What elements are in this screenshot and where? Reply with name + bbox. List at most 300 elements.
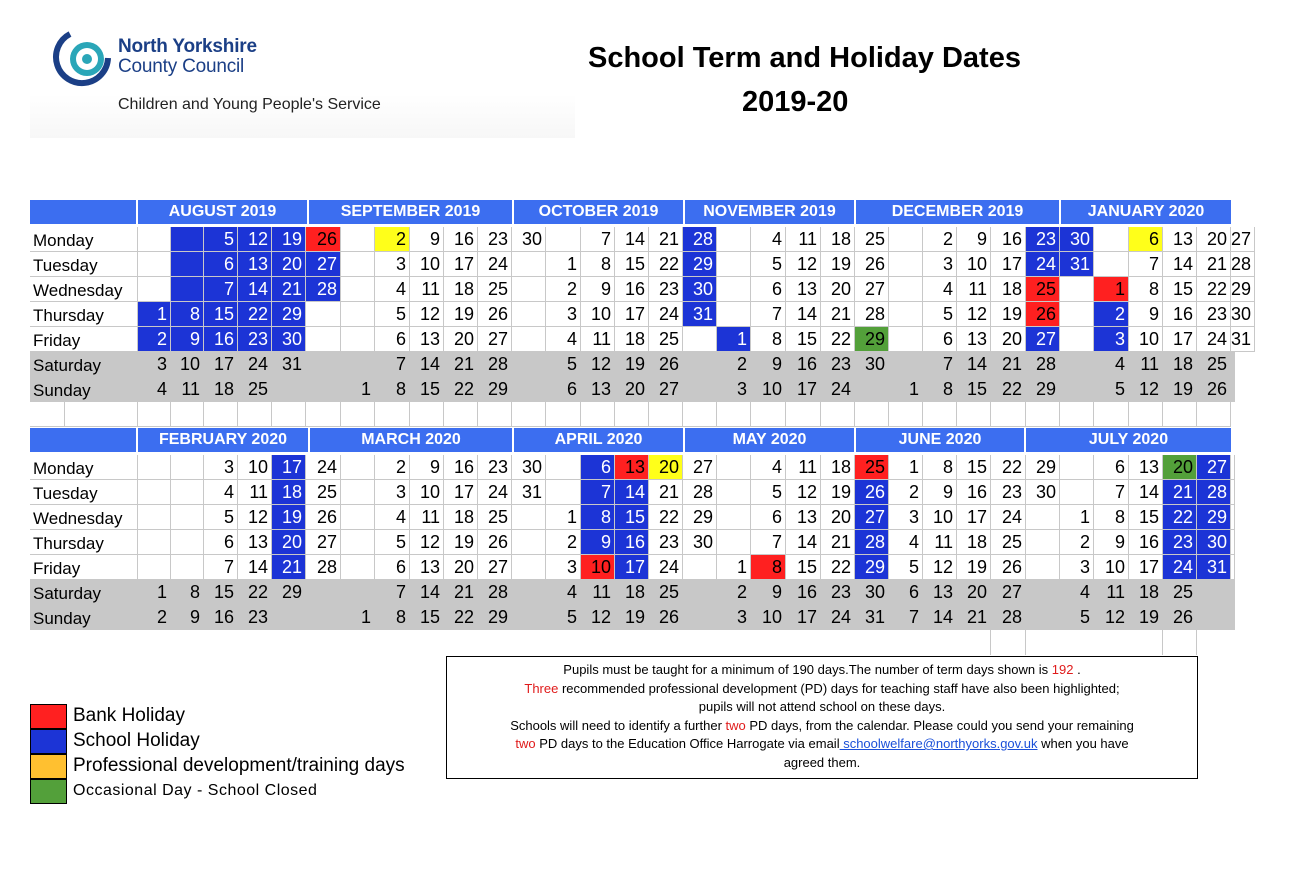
date-cell: 20 — [649, 455, 683, 480]
date-cell: 25 — [649, 580, 683, 605]
date-cell: 29 — [683, 505, 717, 530]
date-cell: 3 — [1060, 555, 1094, 580]
date-cell: 14 — [410, 580, 444, 605]
date-cell: 27 — [1197, 455, 1231, 480]
date-cell: 25 — [238, 377, 272, 402]
date-cell: 23 — [1197, 302, 1231, 327]
date-cell — [306, 352, 341, 377]
empty-cell — [138, 402, 171, 427]
date-cell: 11 — [171, 377, 204, 402]
date-cell: 1 — [1094, 277, 1129, 302]
date-cell — [717, 530, 751, 555]
date-cell: 30 — [1231, 302, 1255, 327]
date-cell: 6 — [923, 327, 957, 352]
date-cell: 23 — [991, 480, 1026, 505]
weekday-row — [30, 327, 1252, 352]
date-cell — [306, 580, 341, 605]
empty-cell — [306, 402, 341, 427]
date-cell: 4 — [1060, 580, 1094, 605]
date-cell: 5 — [546, 352, 581, 377]
date-cell — [1231, 530, 1235, 555]
date-cell — [1197, 605, 1231, 630]
date-cell: 22 — [821, 555, 855, 580]
date-cell — [512, 252, 546, 277]
date-cell — [341, 580, 375, 605]
date-cell — [341, 455, 375, 480]
date-cell: 11 — [1094, 580, 1129, 605]
date-cell: 27 — [855, 277, 889, 302]
date-cell: 20 — [957, 580, 991, 605]
empty-cell — [991, 402, 1026, 427]
service-name: Children and Young People's Service — [118, 96, 381, 113]
date-cell: 5 — [546, 605, 581, 630]
date-cell: 20 — [821, 277, 855, 302]
date-cell: 16 — [786, 580, 821, 605]
date-cell: 12 — [410, 530, 444, 555]
date-cell: 12 — [238, 505, 272, 530]
date-cell: 27 — [1231, 227, 1255, 252]
date-cell: 1 — [889, 377, 923, 402]
date-cell: 29 — [478, 377, 512, 402]
date-cell: 25 — [1197, 352, 1231, 377]
date-cell: 1 — [138, 580, 171, 605]
date-cell — [717, 455, 751, 480]
date-cell: 15 — [615, 252, 649, 277]
date-cell: 23 — [649, 530, 683, 555]
date-cell: 14 — [786, 302, 821, 327]
date-cell: 10 — [1129, 327, 1163, 352]
date-cell: 14 — [410, 352, 444, 377]
date-cell: 22 — [821, 327, 855, 352]
date-cell: 17 — [957, 505, 991, 530]
weekday-label: Monday — [30, 455, 138, 480]
date-cell: 7 — [923, 352, 957, 377]
date-cell: 7 — [375, 352, 410, 377]
date-cell: 24 — [821, 377, 855, 402]
date-cell — [1231, 480, 1235, 505]
empty-cell — [444, 402, 478, 427]
date-cell: 17 — [991, 252, 1026, 277]
empty-cell — [1060, 402, 1094, 427]
date-cell — [1231, 580, 1235, 605]
date-cell: 29 — [272, 580, 306, 605]
date-cell — [1231, 555, 1235, 580]
date-cell: 9 — [1129, 302, 1163, 327]
date-cell: 27 — [478, 327, 512, 352]
date-cell: 28 — [306, 555, 341, 580]
date-cell — [306, 605, 341, 630]
weekday-label: Sunday — [30, 605, 138, 630]
date-cell — [1231, 455, 1235, 480]
empty-cell — [341, 402, 375, 427]
date-cell: 26 — [478, 530, 512, 555]
date-cell: 21 — [957, 605, 991, 630]
date-cell: 3 — [923, 252, 957, 277]
date-cell — [1231, 605, 1235, 630]
date-cell: 13 — [786, 277, 821, 302]
weekday-row — [30, 505, 1231, 530]
logo-block — [30, 28, 575, 138]
date-cell: 19 — [821, 252, 855, 277]
date-cell: 23 — [649, 277, 683, 302]
date-cell: 3 — [546, 555, 581, 580]
date-cell: 19 — [272, 505, 306, 530]
date-cell: 12 — [581, 605, 615, 630]
date-cell: 10 — [410, 480, 444, 505]
note-line-5: two PD days to the Education Office Harrogate via email schoolwelfare@northyorks.gov.uk when you have — [515, 736, 1129, 751]
weekday-label: Thursday — [30, 530, 138, 555]
date-cell: 19 — [444, 530, 478, 555]
org-name-line1: North Yorkshire — [118, 36, 257, 57]
empty-cell — [1026, 402, 1060, 427]
date-cell: 20 — [272, 252, 306, 277]
date-cell: 15 — [786, 327, 821, 352]
empty-cell — [478, 402, 512, 427]
date-cell: 17 — [1129, 555, 1163, 580]
date-cell — [1026, 555, 1060, 580]
date-cell: 8 — [375, 377, 410, 402]
month-header-row — [30, 428, 1231, 453]
legend-label: School Holiday — [73, 730, 200, 751]
date-cell: 26 — [855, 480, 889, 505]
date-cell: 27 — [683, 455, 717, 480]
date-cell: 2 — [138, 327, 171, 352]
date-cell: 20 — [615, 377, 649, 402]
date-cell: 1 — [546, 505, 581, 530]
date-cell: 16 — [204, 327, 238, 352]
date-cell: 14 — [786, 530, 821, 555]
date-cell — [272, 377, 306, 402]
weekday-label: Monday — [30, 227, 138, 252]
date-cell: 20 — [991, 327, 1026, 352]
date-cell: 8 — [751, 555, 786, 580]
date-cell: 17 — [204, 352, 238, 377]
weekday-label: Wednesday — [30, 505, 138, 530]
weekday-label: Sunday — [30, 377, 138, 402]
date-cell: 27 — [649, 377, 683, 402]
date-cell: 17 — [615, 302, 649, 327]
empty-cell — [204, 402, 238, 427]
date-cell: 16 — [444, 227, 478, 252]
date-cell: 1 — [341, 605, 375, 630]
date-cell: 22 — [649, 505, 683, 530]
date-cell: 29 — [855, 555, 889, 580]
date-cell: 16 — [957, 480, 991, 505]
month-header: NOVEMBER 2019 — [685, 200, 854, 224]
date-cell: 5 — [889, 555, 923, 580]
date-cell — [717, 480, 751, 505]
date-cell: 12 — [410, 302, 444, 327]
weekday-label: Wednesday — [30, 277, 138, 302]
empty-cell — [375, 402, 410, 427]
empty-cell — [1197, 402, 1231, 427]
month-header: MAY 2020 — [685, 428, 854, 452]
date-cell: 2 — [546, 277, 581, 302]
date-cell: 2 — [889, 480, 923, 505]
date-cell — [138, 227, 171, 252]
date-cell: 21 — [1163, 480, 1197, 505]
date-cell: 16 — [444, 455, 478, 480]
date-cell: 6 — [1129, 227, 1163, 252]
date-cell: 16 — [1163, 302, 1197, 327]
date-cell — [683, 327, 717, 352]
weekday-row — [30, 277, 1252, 302]
date-cell: 10 — [751, 605, 786, 630]
date-cell — [1060, 377, 1094, 402]
date-cell — [171, 277, 204, 302]
legend-swatch — [30, 704, 67, 729]
date-cell: 24 — [649, 555, 683, 580]
date-cell: 2 — [717, 352, 751, 377]
date-cell — [138, 505, 171, 530]
date-cell: 17 — [786, 605, 821, 630]
weekday-label: Saturday — [30, 352, 138, 377]
date-cell — [341, 530, 375, 555]
date-cell: 30 — [1060, 227, 1094, 252]
date-cell: 29 — [1026, 377, 1060, 402]
date-cell — [512, 580, 546, 605]
date-cell: 24 — [649, 302, 683, 327]
date-cell: 23 — [1026, 227, 1060, 252]
date-cell: 4 — [375, 277, 410, 302]
date-cell: 5 — [375, 302, 410, 327]
date-cell: 16 — [615, 530, 649, 555]
date-cell: 24 — [1163, 555, 1197, 580]
date-cell: 16 — [204, 605, 238, 630]
date-cell: 6 — [204, 530, 238, 555]
date-cell: 4 — [751, 455, 786, 480]
email-link[interactable]: schoolwelfare@northyorks.gov.uk — [839, 736, 1038, 751]
date-cell: 18 — [957, 530, 991, 555]
date-cell: 5 — [1094, 377, 1129, 402]
date-cell: 4 — [138, 377, 171, 402]
empty-cell — [751, 402, 786, 427]
date-cell: 8 — [581, 505, 615, 530]
date-cell: 11 — [410, 505, 444, 530]
date-cell: 24 — [991, 505, 1026, 530]
empty-cell — [1129, 402, 1163, 427]
date-cell: 27 — [855, 505, 889, 530]
date-cell: 14 — [238, 555, 272, 580]
date-cell: 29 — [683, 252, 717, 277]
date-cell: 2 — [1094, 302, 1129, 327]
date-cell — [1231, 377, 1235, 402]
note-line-2: Three recommended professional development (PD) days for teaching staff have also been highlighted; — [524, 680, 1120, 696]
date-cell: 8 — [375, 605, 410, 630]
date-cell — [717, 227, 751, 252]
date-cell: 15 — [957, 455, 991, 480]
date-cell — [1060, 327, 1094, 352]
date-cell: 3 — [204, 455, 238, 480]
date-cell: 8 — [751, 327, 786, 352]
date-cell: 2 — [375, 227, 410, 252]
date-cell: 13 — [1163, 227, 1197, 252]
date-cell: 5 — [204, 505, 238, 530]
month-header: JANUARY 2020 — [1061, 200, 1231, 224]
date-cell: 22 — [991, 377, 1026, 402]
date-cell: 21 — [272, 277, 306, 302]
date-cell: 20 — [444, 327, 478, 352]
date-cell — [546, 455, 581, 480]
date-cell: 7 — [1129, 252, 1163, 277]
date-cell: 6 — [889, 580, 923, 605]
date-cell — [1060, 302, 1094, 327]
date-cell: 9 — [171, 605, 204, 630]
date-cell: 27 — [991, 580, 1026, 605]
date-cell — [138, 455, 171, 480]
date-cell: 29 — [1197, 505, 1231, 530]
date-cell: 21 — [444, 580, 478, 605]
date-cell: 17 — [444, 252, 478, 277]
date-cell: 16 — [991, 227, 1026, 252]
date-cell: 13 — [957, 327, 991, 352]
date-cell: 7 — [889, 605, 923, 630]
date-cell — [683, 377, 717, 402]
date-cell: 19 — [1129, 605, 1163, 630]
month-header: JUNE 2020 — [856, 428, 1024, 452]
date-cell: 2 — [375, 455, 410, 480]
month-header: JULY 2020 — [1026, 428, 1231, 452]
date-cell: 30 — [512, 227, 546, 252]
date-cell — [889, 327, 923, 352]
date-cell: 23 — [1163, 530, 1197, 555]
weekday-label: Tuesday — [30, 480, 138, 505]
date-cell — [171, 252, 204, 277]
date-cell — [1197, 580, 1231, 605]
date-cell — [138, 555, 171, 580]
date-cell: 5 — [923, 302, 957, 327]
date-cell — [512, 352, 546, 377]
date-cell: 4 — [923, 277, 957, 302]
date-cell: 26 — [1163, 605, 1197, 630]
date-cell: 15 — [204, 580, 238, 605]
date-cell: 12 — [581, 352, 615, 377]
date-cell: 29 — [1026, 455, 1060, 480]
date-cell: 17 — [272, 455, 306, 480]
date-cell: 19 — [821, 480, 855, 505]
date-cell: 18 — [821, 455, 855, 480]
date-cell: 15 — [1129, 505, 1163, 530]
empty-cell — [171, 402, 204, 427]
date-cell: 24 — [1026, 252, 1060, 277]
date-cell: 2 — [546, 530, 581, 555]
date-cell: 1 — [717, 555, 751, 580]
date-cell: 7 — [751, 530, 786, 555]
date-cell: 11 — [581, 580, 615, 605]
date-cell: 6 — [375, 327, 410, 352]
date-cell — [341, 302, 375, 327]
date-cell — [683, 352, 717, 377]
date-cell: 10 — [581, 555, 615, 580]
weekday-label: Friday — [30, 555, 138, 580]
date-cell: 23 — [478, 227, 512, 252]
date-cell: 19 — [272, 227, 306, 252]
date-cell: 9 — [410, 455, 444, 480]
weekday-row — [30, 555, 1231, 580]
date-cell: 8 — [581, 252, 615, 277]
date-cell: 22 — [238, 580, 272, 605]
date-cell: 4 — [375, 505, 410, 530]
empty-cell — [65, 402, 138, 427]
date-cell: 9 — [581, 277, 615, 302]
date-cell — [512, 327, 546, 352]
date-cell: 12 — [786, 252, 821, 277]
date-cell: 21 — [821, 530, 855, 555]
date-cell: 26 — [1197, 377, 1231, 402]
date-cell: 19 — [615, 605, 649, 630]
date-cell: 22 — [649, 252, 683, 277]
date-cell: 7 — [204, 277, 238, 302]
weekday-row — [30, 302, 1252, 327]
date-cell: 7 — [204, 555, 238, 580]
date-cell: 18 — [615, 580, 649, 605]
legend-label: Bank Holiday — [73, 705, 185, 726]
date-cell: 14 — [238, 277, 272, 302]
date-cell: 13 — [238, 530, 272, 555]
date-cell: 18 — [444, 505, 478, 530]
date-cell: 11 — [581, 327, 615, 352]
empty-cell — [855, 402, 889, 427]
date-cell: 1 — [717, 327, 751, 352]
date-cell: 8 — [1129, 277, 1163, 302]
date-cell: 18 — [444, 277, 478, 302]
date-cell: 13 — [410, 327, 444, 352]
date-cell — [717, 277, 751, 302]
date-cell: 8 — [923, 377, 957, 402]
date-cell — [341, 227, 375, 252]
date-cell: 9 — [410, 227, 444, 252]
date-cell: 24 — [478, 480, 512, 505]
weekday-row — [30, 352, 1231, 377]
date-cell: 13 — [615, 455, 649, 480]
date-cell: 15 — [410, 605, 444, 630]
date-cell: 23 — [238, 605, 272, 630]
date-cell: 19 — [444, 302, 478, 327]
date-cell: 28 — [1026, 352, 1060, 377]
date-cell: 28 — [1197, 480, 1231, 505]
empty-cell — [821, 402, 855, 427]
date-cell — [306, 377, 341, 402]
date-cell: 15 — [957, 377, 991, 402]
date-cell: 6 — [751, 505, 786, 530]
date-cell: 1 — [341, 377, 375, 402]
weekday-label: Thursday — [30, 302, 138, 327]
date-cell: 24 — [238, 352, 272, 377]
date-cell: 9 — [751, 352, 786, 377]
date-cell: 18 — [272, 480, 306, 505]
date-cell: 9 — [171, 327, 204, 352]
empty-cell — [512, 402, 546, 427]
date-cell: 27 — [478, 555, 512, 580]
date-cell — [1231, 352, 1235, 377]
org-name-line2: County Council — [118, 56, 245, 77]
date-cell: 19 — [615, 352, 649, 377]
date-cell — [138, 530, 171, 555]
legend-swatch — [30, 779, 67, 804]
weekday-row — [30, 455, 1231, 480]
date-cell: 15 — [786, 555, 821, 580]
date-cell: 2 — [923, 227, 957, 252]
date-cell — [1094, 252, 1129, 277]
date-cell: 19 — [1163, 377, 1197, 402]
date-cell: 27 — [1026, 327, 1060, 352]
date-cell: 24 — [306, 455, 341, 480]
date-cell: 28 — [478, 580, 512, 605]
date-cell — [512, 302, 546, 327]
empty-cell — [410, 402, 444, 427]
date-cell — [171, 227, 204, 252]
empty-cell — [889, 402, 923, 427]
